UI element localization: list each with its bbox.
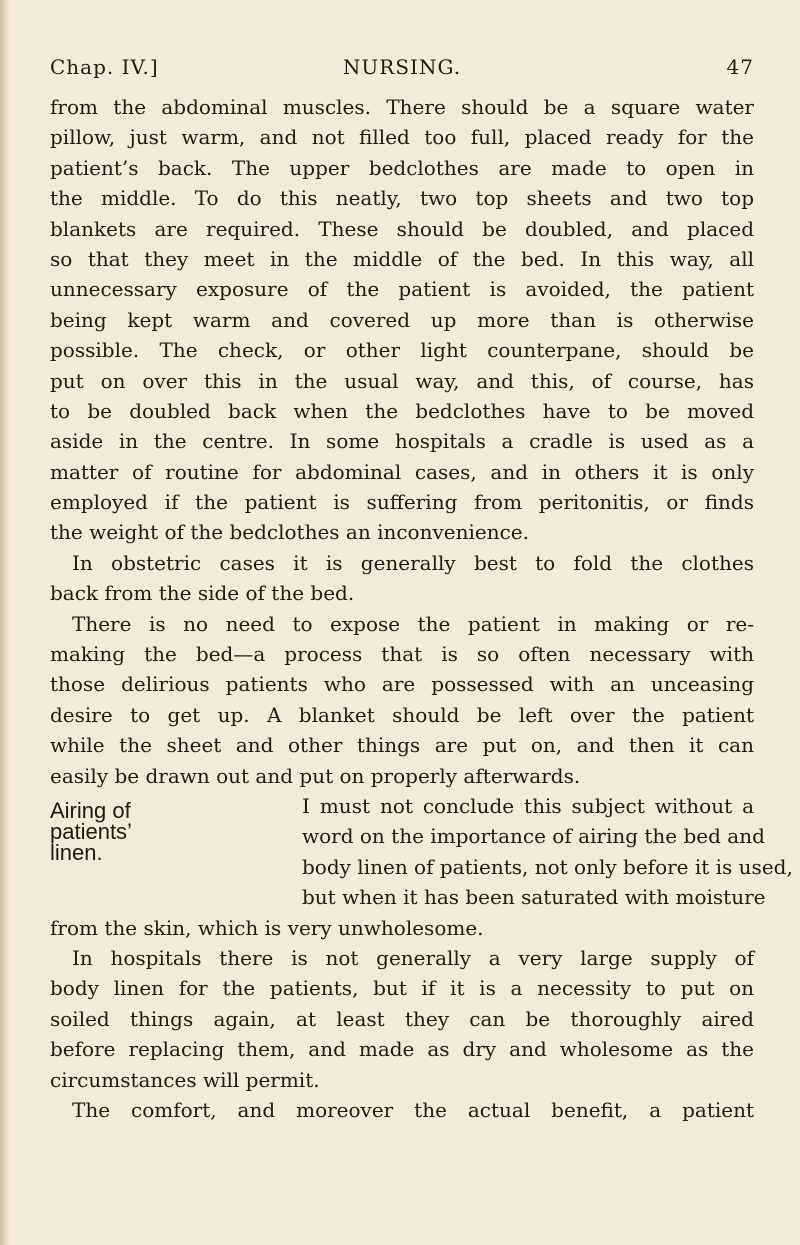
text-line: blankets are required. These should be doubled, and placed [50,216,754,241]
text-line: while the sheet and other things are put on, and then it can [50,733,754,758]
text-line: to be doubled back when the bedclothes have to be moved [50,398,754,423]
text-line: from the skin, which is very unwholesome. [50,915,484,940]
text-line: so that they meet in the middle of the bed. In this way, all [50,246,754,271]
text-line: back from the side of the bed. [50,581,355,606]
text-line: before replacing them, and made as dry and wholesome as the [50,1037,754,1062]
text-line: pillow, just warm, and not filled too full, placed ready for the [50,125,754,150]
sidenote-line: patients’ [50,819,132,844]
text-line: desire to get up. A blanket should be left over the patient [50,702,754,727]
sidenote-line: linen. [50,840,103,865]
text-line: patient’s back. The upper bedclothes are made to open in [50,155,754,180]
text-line: The comfort, and moreover the actual benefit, a patient [72,1097,754,1122]
text-line: body linen of patients, not only before it is used, [302,854,793,879]
text-line: but when it has been saturated with moisture [302,885,766,910]
sidenote-line: Airing of [50,798,131,823]
text-line: employed if the patient is suffering from peritonitis, or finds [50,490,754,515]
text-line: There is no need to expose the patient in making or re- [72,611,754,636]
text-line: being kept warm and covered up more than is otherwise [50,307,754,332]
text-line: making the bed—a process that is so often necessary with [50,642,754,667]
text-line: soiled things again, at least they can be thoroughly aired [50,1006,754,1031]
text-line: the middle. To do this neatly, two top sheets and two top [50,186,754,211]
text-line: possible. The check, or other light counterpane, should be [50,338,754,363]
text-line: In hospitals there is not generally a very large supply of [72,945,754,970]
text-line: unnecessary exposure of the patient is avoided, the patient [50,277,754,302]
text-line: aside in the centre. In some hospitals a cradle is used as a [50,429,754,454]
chapter-label: Chap. IV.] [50,55,159,79]
text-line: I must not conclude this subject without a [302,793,754,818]
text-line: circumstances will permit. [50,1067,320,1092]
text-line: the weight of the bedclothes an inconvenience. [50,520,529,545]
text-line: matter of routine for abdominal cases, and in others it is only [50,459,754,484]
text-line: put on over this in the usual way, and this, of course, has [50,368,754,393]
page-gutter-shadow [0,0,10,1245]
text-line: those delirious patients who are possessed with an unceasing [50,672,754,697]
text-line: In obstetric cases it is generally best to fold the clothes [72,550,754,575]
text-line: from the abdominal muscles. There should be a square water [50,95,754,119]
body-text [50,92,793,1125]
text-line: body linen for the patients, but if it is a necessity to put on [50,976,754,1001]
page-number: 47 [726,55,754,79]
text-line: word on the importance of airing the bed and [302,824,765,849]
text-line: easily be drawn out and put on properly afterwards. [50,763,581,788]
running-title: NURSING. [342,55,462,79]
